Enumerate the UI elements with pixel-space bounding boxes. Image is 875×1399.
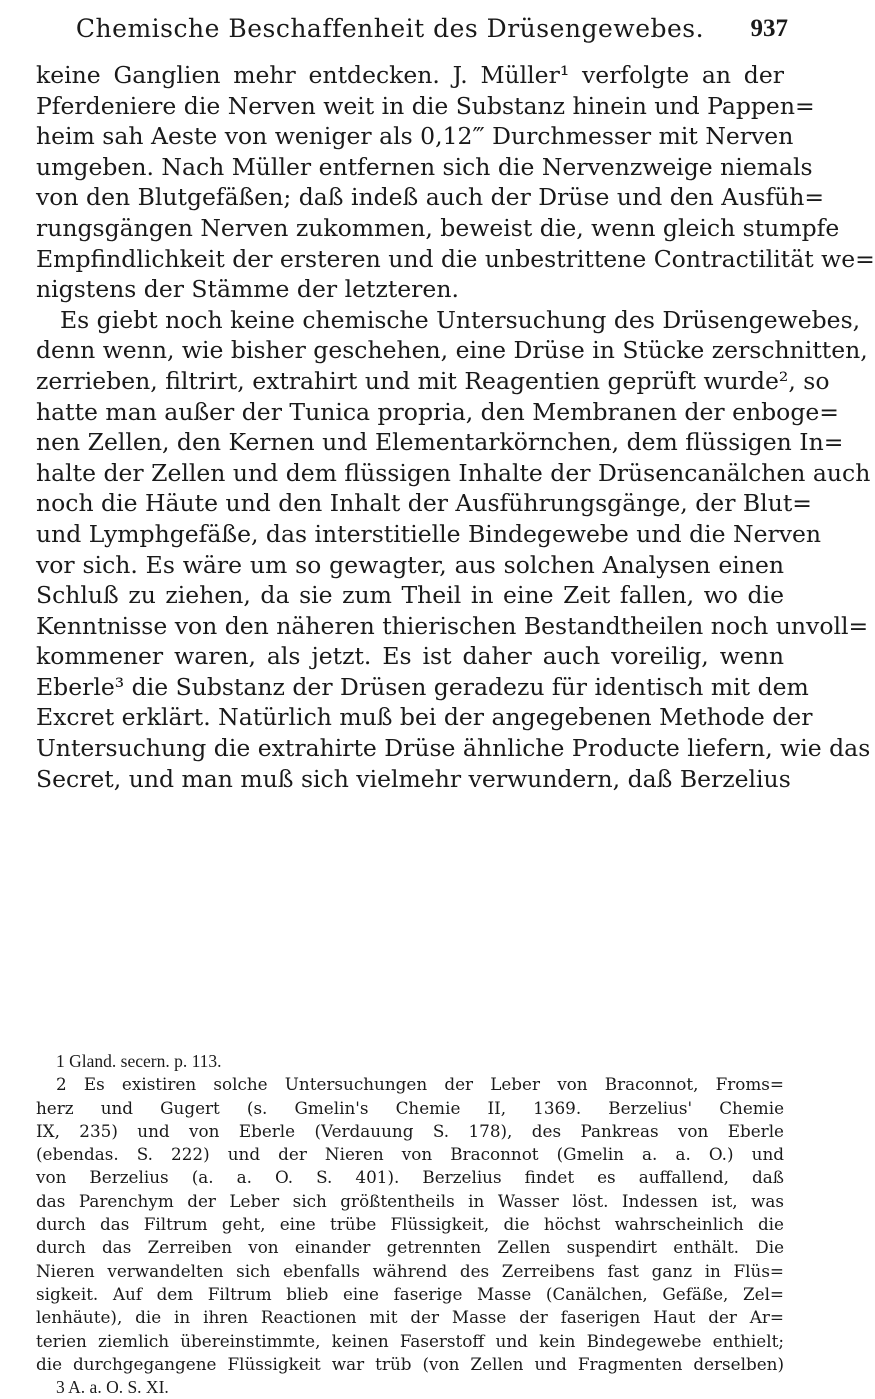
text-line: denn wenn, wie bisher geschehen, eine Drüse in Stücke zerschnitten, xyxy=(36,336,868,365)
text-line: Excret erklärt. Natürlich muß bei der angegebenen Methode der xyxy=(36,703,813,732)
footnote-line: das Parenchym der Leber sich größtentheils in Wasser löst. Indessen ist, was xyxy=(36,1190,784,1211)
text-line: Es giebt noch keine chemische Untersuchung des Drüsengewebes, xyxy=(60,305,861,334)
footnote-1: 1 Gland. secern. p. 113. xyxy=(56,1051,222,1071)
footnote-line: durch das Filtrum geht, eine trübe Flüssigkeit, die höchst wahrscheinlich die xyxy=(36,1214,784,1235)
footnote-line: terien ziemlich übereinstimmte, keinen Faserstoff und kein Bindegewebe enthielt; xyxy=(36,1330,784,1351)
footnote-line: von Berzelius (a. a. O. S. 401). Berzelius findet es auffallend, daß xyxy=(36,1167,784,1188)
body-text xyxy=(36,60,875,794)
footnote-line: die durchgegangene Flüssigkeit war trüb (von Zellen und Fragmenten derselben) xyxy=(36,1353,784,1374)
text-line: Empfindlichkeit der ersteren und die unbestrittene Contractilität we= xyxy=(36,244,875,273)
footnote-line: IX, 235) und von Eberle (Verdauung S. 178), des Pankreas von Eberle xyxy=(36,1120,784,1141)
text-line: von den Blutgefäßen; daß indeß auch der Drüse und den Ausfüh= xyxy=(36,183,825,212)
text-line: hatte man außer der Tunica propria, den Membranen der enboge= xyxy=(36,397,839,426)
text-line: rungsgängen Nerven zukommen, beweist die, wenn gleich stumpfe xyxy=(36,213,840,242)
text-line: Pferdeniere die Nerven weit in die Substanz hinein und Pappen= xyxy=(36,91,815,120)
footnote-line: (ebendas. S. 222) und der Nieren von Braconnot (Gmelin a. a. O.) und xyxy=(36,1144,784,1165)
text-line: Secret, und man muß sich vielmehr verwundern, daß Berzelius xyxy=(36,764,791,793)
text-line: zerrieben, filtrirt, extrahirt und mit Reagentien geprüft wurde², so xyxy=(36,366,830,395)
footnote-2: 2 Es existiren solche Untersuchungen der Leber von Braconnot, Froms= xyxy=(56,1074,784,1095)
text-line: Eberle³ die Substanz der Drüsen geradezu für identisch mit dem xyxy=(36,672,809,701)
footnote-line: durch das Zerreiben von einander getrennten Zellen suspendirt enthält. Die xyxy=(36,1237,784,1258)
text-line: Schluß zu ziehen, da sie zum Theil in eine Zeit fallen, wo die xyxy=(36,581,784,610)
footnotes xyxy=(36,1050,784,1399)
text-line: Kenntnisse von den näheren thierischen Bestandtheilen noch unvoll= xyxy=(36,611,869,640)
footnote-line: herz und Gugert (s. Gmelin's Chemie II, 1369. Berzelius' Chemie xyxy=(36,1097,784,1118)
text-line: kommener waren, als jetzt. Es ist daher auch voreilig, wenn xyxy=(36,642,784,671)
footnote-line: lenhäute), die in ihren Reactionen mit der Masse der faserigen Haut der Ar= xyxy=(36,1307,784,1328)
running-title: Chemische Beschaffenheit des Drüsengewebes. xyxy=(75,14,705,43)
text-line: umgeben. Nach Müller entfernen sich die Nervenzweige niemals xyxy=(36,152,813,181)
text-line: noch die Häute und den Inhalt der Ausführungsgänge, der Blut= xyxy=(36,489,812,518)
text-line: und Lymphgefäße, das interstitielle Bindegewebe und die Nerven xyxy=(36,519,822,548)
text-line: heim sah Aeste von weniger als 0,12‴ Durchmesser mit Nerven xyxy=(36,122,794,151)
footnote-line: Nieren verwandelten sich ebenfalls während des Zerreibens fast ganz in Flüs= xyxy=(36,1260,784,1281)
text-line: nigstens der Stämme der letzteren. xyxy=(36,275,459,304)
text-line: vor sich. Es wäre um so gewagter, aus solchen Analysen einen xyxy=(36,550,784,579)
text-line: keine Ganglien mehr entdecken. J. Müller¹ verfolgte an der xyxy=(36,61,784,89)
footnote-3: 3 A. a. O. S. XI. xyxy=(56,1377,169,1398)
text-line: nen Zellen, den Kernen und Elementarkörnchen, dem flüssigen In= xyxy=(36,428,844,457)
footnote-line: sigkeit. Auf dem Filtrum blieb eine faserige Masse (Canälchen, Gefäße, Zel= xyxy=(36,1283,784,1304)
text-line: Untersuchung die extrahirte Drüse ähnliche Producte liefern, wie das xyxy=(36,734,871,763)
running-head xyxy=(40,6,800,52)
text-line: halte der Zellen und dem flüssigen Inhalte der Drüsencanälchen auch xyxy=(36,458,871,487)
page-number: 937 xyxy=(750,15,788,42)
